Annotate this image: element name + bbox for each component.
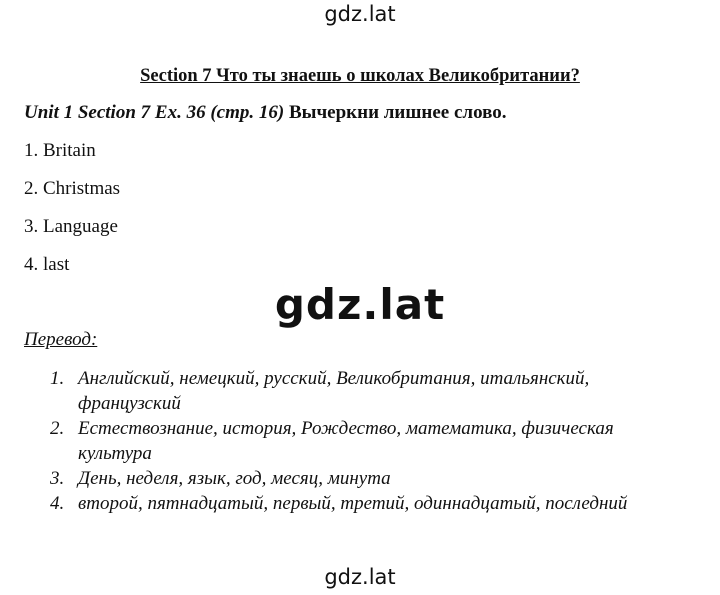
- translation-number: 2.: [50, 418, 65, 439]
- translation-list: [50, 366, 690, 516]
- translation-number: 3.: [50, 468, 65, 489]
- exercise-task: Вычеркни лишнее слово.: [284, 102, 507, 123]
- answer-item: 1. Britain: [24, 140, 96, 161]
- translation-number: 1.: [50, 368, 65, 389]
- section-title: Section 7 Что ты знаешь о школах Великобритании?: [140, 66, 580, 86]
- answer-list: [24, 137, 120, 289]
- answer-item: 2. Christmas: [24, 178, 121, 199]
- translation-item: [50, 491, 690, 516]
- watermark-bottom: gdz.lat: [324, 565, 396, 589]
- translation-heading: Перевод:: [24, 329, 98, 350]
- watermark-top: gdz.lat: [324, 2, 396, 26]
- translation-text: Естествознание, история, Рождество, математика, физическая культура: [78, 418, 614, 464]
- exercise-reference: Unit 1 Section 7 Ex. 36 (стр. 16): [24, 102, 285, 123]
- translation-number: 4.: [50, 493, 65, 514]
- exercise-heading: [24, 102, 506, 124]
- answer-item: 3. Language: [24, 216, 118, 237]
- watermark-middle: gdz.lat: [274, 280, 446, 329]
- translation-text: второй, пятнадцатый, первый, третий, одиннадцатый, последний: [78, 493, 628, 514]
- translation-text: День, неделя, язык, год, месяц, минута: [78, 468, 391, 489]
- translation-item: [50, 416, 690, 466]
- translation-item: [50, 366, 690, 416]
- translation-item: [50, 466, 690, 491]
- translation-text: Английский, немецкий, русский, Великобритания, итальянский, французский: [78, 368, 590, 414]
- answer-item: 4. last: [24, 254, 70, 275]
